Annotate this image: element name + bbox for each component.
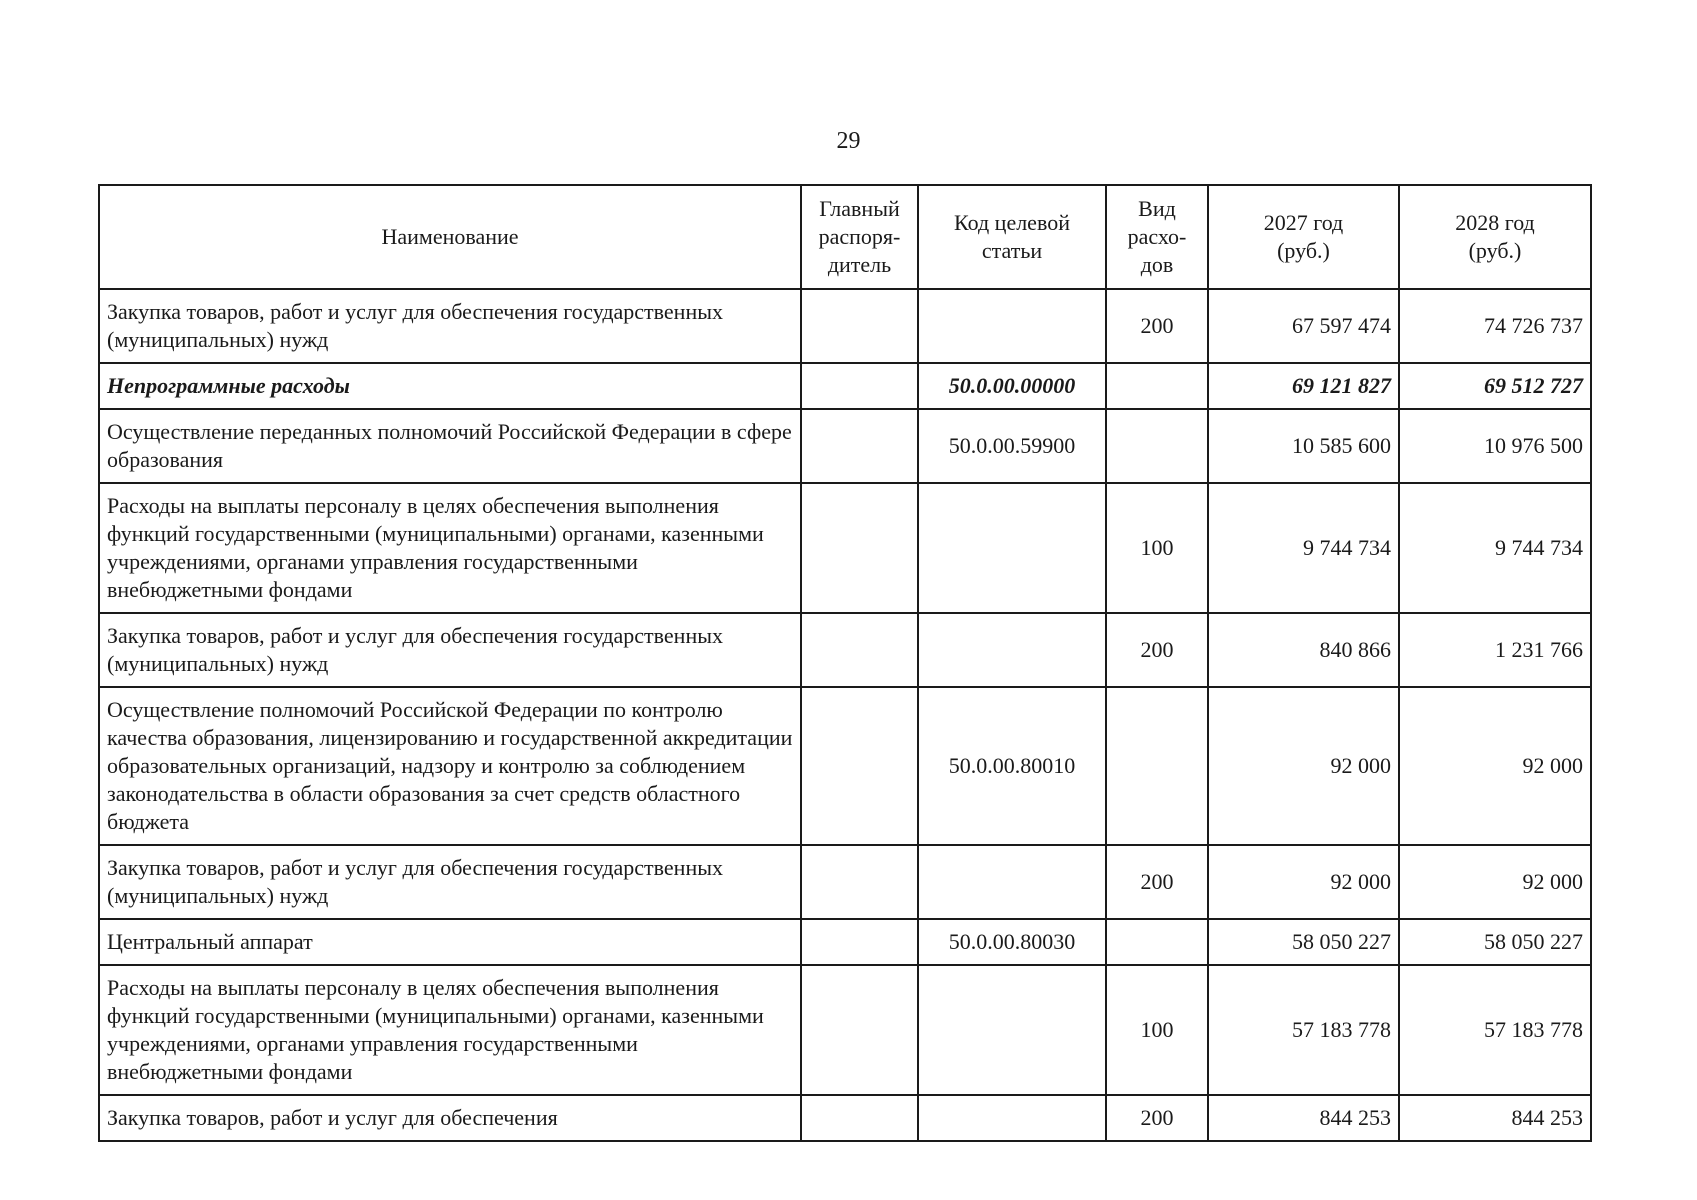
row-admin bbox=[801, 483, 918, 613]
row-name: Расходы на выплаты персоналу в целях обеспечения выполнения функций государственными (муниципальными) органами, казенными учреждениями, органами управления государственными внебюджетными фондами bbox=[99, 483, 801, 613]
row-2027: 92 000 bbox=[1208, 687, 1399, 845]
row-type: 200 bbox=[1106, 1095, 1208, 1141]
row-2028: 844 253 bbox=[1399, 1095, 1591, 1141]
row-type bbox=[1106, 409, 1208, 483]
row-admin bbox=[801, 845, 918, 919]
row-code bbox=[918, 613, 1106, 687]
row-2027: 92 000 bbox=[1208, 845, 1399, 919]
row-2028: 10 976 500 bbox=[1399, 409, 1591, 483]
row-name: Расходы на выплаты персоналу в целях обеспечения выполнения функций государственными (муниципальными) органами, казенными учреждениями, органами управления государственными внебюджетными фондами bbox=[99, 965, 801, 1095]
row-type bbox=[1106, 919, 1208, 965]
table-row bbox=[99, 483, 1591, 613]
table-row bbox=[99, 363, 1591, 409]
row-type: 200 bbox=[1106, 613, 1208, 687]
header-target-code-text: Код целевой статьи bbox=[954, 210, 1070, 263]
row-type: 200 bbox=[1106, 845, 1208, 919]
row-type: 100 bbox=[1106, 965, 1208, 1095]
table-row bbox=[99, 687, 1591, 845]
row-name: Закупка товаров, работ и услуг для обеспечения государственных (муниципальных) нужд bbox=[99, 289, 801, 363]
row-code: 50.0.00.00000 bbox=[918, 363, 1106, 409]
row-admin bbox=[801, 965, 918, 1095]
row-admin bbox=[801, 289, 918, 363]
row-name: Центральный аппарат bbox=[99, 919, 801, 965]
table-row bbox=[99, 845, 1591, 919]
row-2027: 844 253 bbox=[1208, 1095, 1399, 1141]
row-code bbox=[918, 965, 1106, 1095]
row-2027: 69 121 827 bbox=[1208, 363, 1399, 409]
row-2028: 69 512 727 bbox=[1399, 363, 1591, 409]
table-row bbox=[99, 289, 1591, 363]
row-2027: 67 597 474 bbox=[1208, 289, 1399, 363]
row-name: Закупка товаров, работ и услуг для обеспечения государственных (муниципальных) нужд bbox=[99, 613, 801, 687]
header-target-code bbox=[918, 185, 1106, 289]
row-type bbox=[1106, 687, 1208, 845]
table-row bbox=[99, 1095, 1591, 1141]
header-2027-text: 2027 год (руб.) bbox=[1263, 210, 1344, 263]
header-expense-type bbox=[1106, 185, 1208, 289]
row-2027: 58 050 227 bbox=[1208, 919, 1399, 965]
row-2027: 57 183 778 bbox=[1208, 965, 1399, 1095]
row-admin bbox=[801, 687, 918, 845]
row-name: Осуществление переданных полномочий Российской Федерации в сфере образования bbox=[99, 409, 801, 483]
row-type: 200 bbox=[1106, 289, 1208, 363]
row-2028: 57 183 778 bbox=[1399, 965, 1591, 1095]
header-main-admin bbox=[801, 185, 918, 289]
table-row bbox=[99, 919, 1591, 965]
row-code: 50.0.00.59900 bbox=[918, 409, 1106, 483]
row-code bbox=[918, 1095, 1106, 1141]
row-type: 100 bbox=[1106, 483, 1208, 613]
row-admin bbox=[801, 409, 918, 483]
row-admin bbox=[801, 613, 918, 687]
row-2028: 9 744 734 bbox=[1399, 483, 1591, 613]
header-name: Наименование bbox=[99, 185, 801, 289]
row-2028: 58 050 227 bbox=[1399, 919, 1591, 965]
header-expense-type-text: Вид расхо-дов bbox=[1127, 196, 1187, 277]
row-code: 50.0.00.80030 bbox=[918, 919, 1106, 965]
table-row bbox=[99, 409, 1591, 483]
header-2027 bbox=[1208, 185, 1399, 289]
row-2028: 92 000 bbox=[1399, 687, 1591, 845]
row-2028: 74 726 737 bbox=[1399, 289, 1591, 363]
row-admin bbox=[801, 363, 918, 409]
row-code bbox=[918, 845, 1106, 919]
row-admin bbox=[801, 919, 918, 965]
table-header-row bbox=[99, 185, 1591, 289]
table-row bbox=[99, 965, 1591, 1095]
row-name: Закупка товаров, работ и услуг для обеспечения государственных (муниципальных) нужд bbox=[99, 845, 801, 919]
table-row bbox=[99, 613, 1591, 687]
row-name: Осуществление полномочий Российской Федерации по контролю качества образования, лицензированию и государственной аккредитации образовательных организаций, надзору и контролю за соблюдением законодательства в области образования за счет средств областного бюджета bbox=[99, 687, 801, 845]
header-main-admin-text: Главный распоря-дитель bbox=[818, 196, 901, 277]
row-type bbox=[1106, 363, 1208, 409]
row-2027: 10 585 600 bbox=[1208, 409, 1399, 483]
row-code: 50.0.00.80010 bbox=[918, 687, 1106, 845]
header-2028 bbox=[1399, 185, 1591, 289]
row-2027: 840 866 bbox=[1208, 613, 1399, 687]
row-name: Непрограммные расходы bbox=[99, 363, 801, 409]
row-2028: 92 000 bbox=[1399, 845, 1591, 919]
row-code bbox=[918, 289, 1106, 363]
row-admin bbox=[801, 1095, 918, 1141]
row-code bbox=[918, 483, 1106, 613]
header-2028-text: 2028 год (руб.) bbox=[1455, 210, 1535, 263]
page-number: 29 bbox=[836, 128, 861, 154]
row-name: Закупка товаров, работ и услуг для обеспечения bbox=[99, 1095, 801, 1141]
budget-table bbox=[98, 184, 1592, 1142]
row-2027: 9 744 734 bbox=[1208, 483, 1399, 613]
row-2028: 1 231 766 bbox=[1399, 613, 1591, 687]
